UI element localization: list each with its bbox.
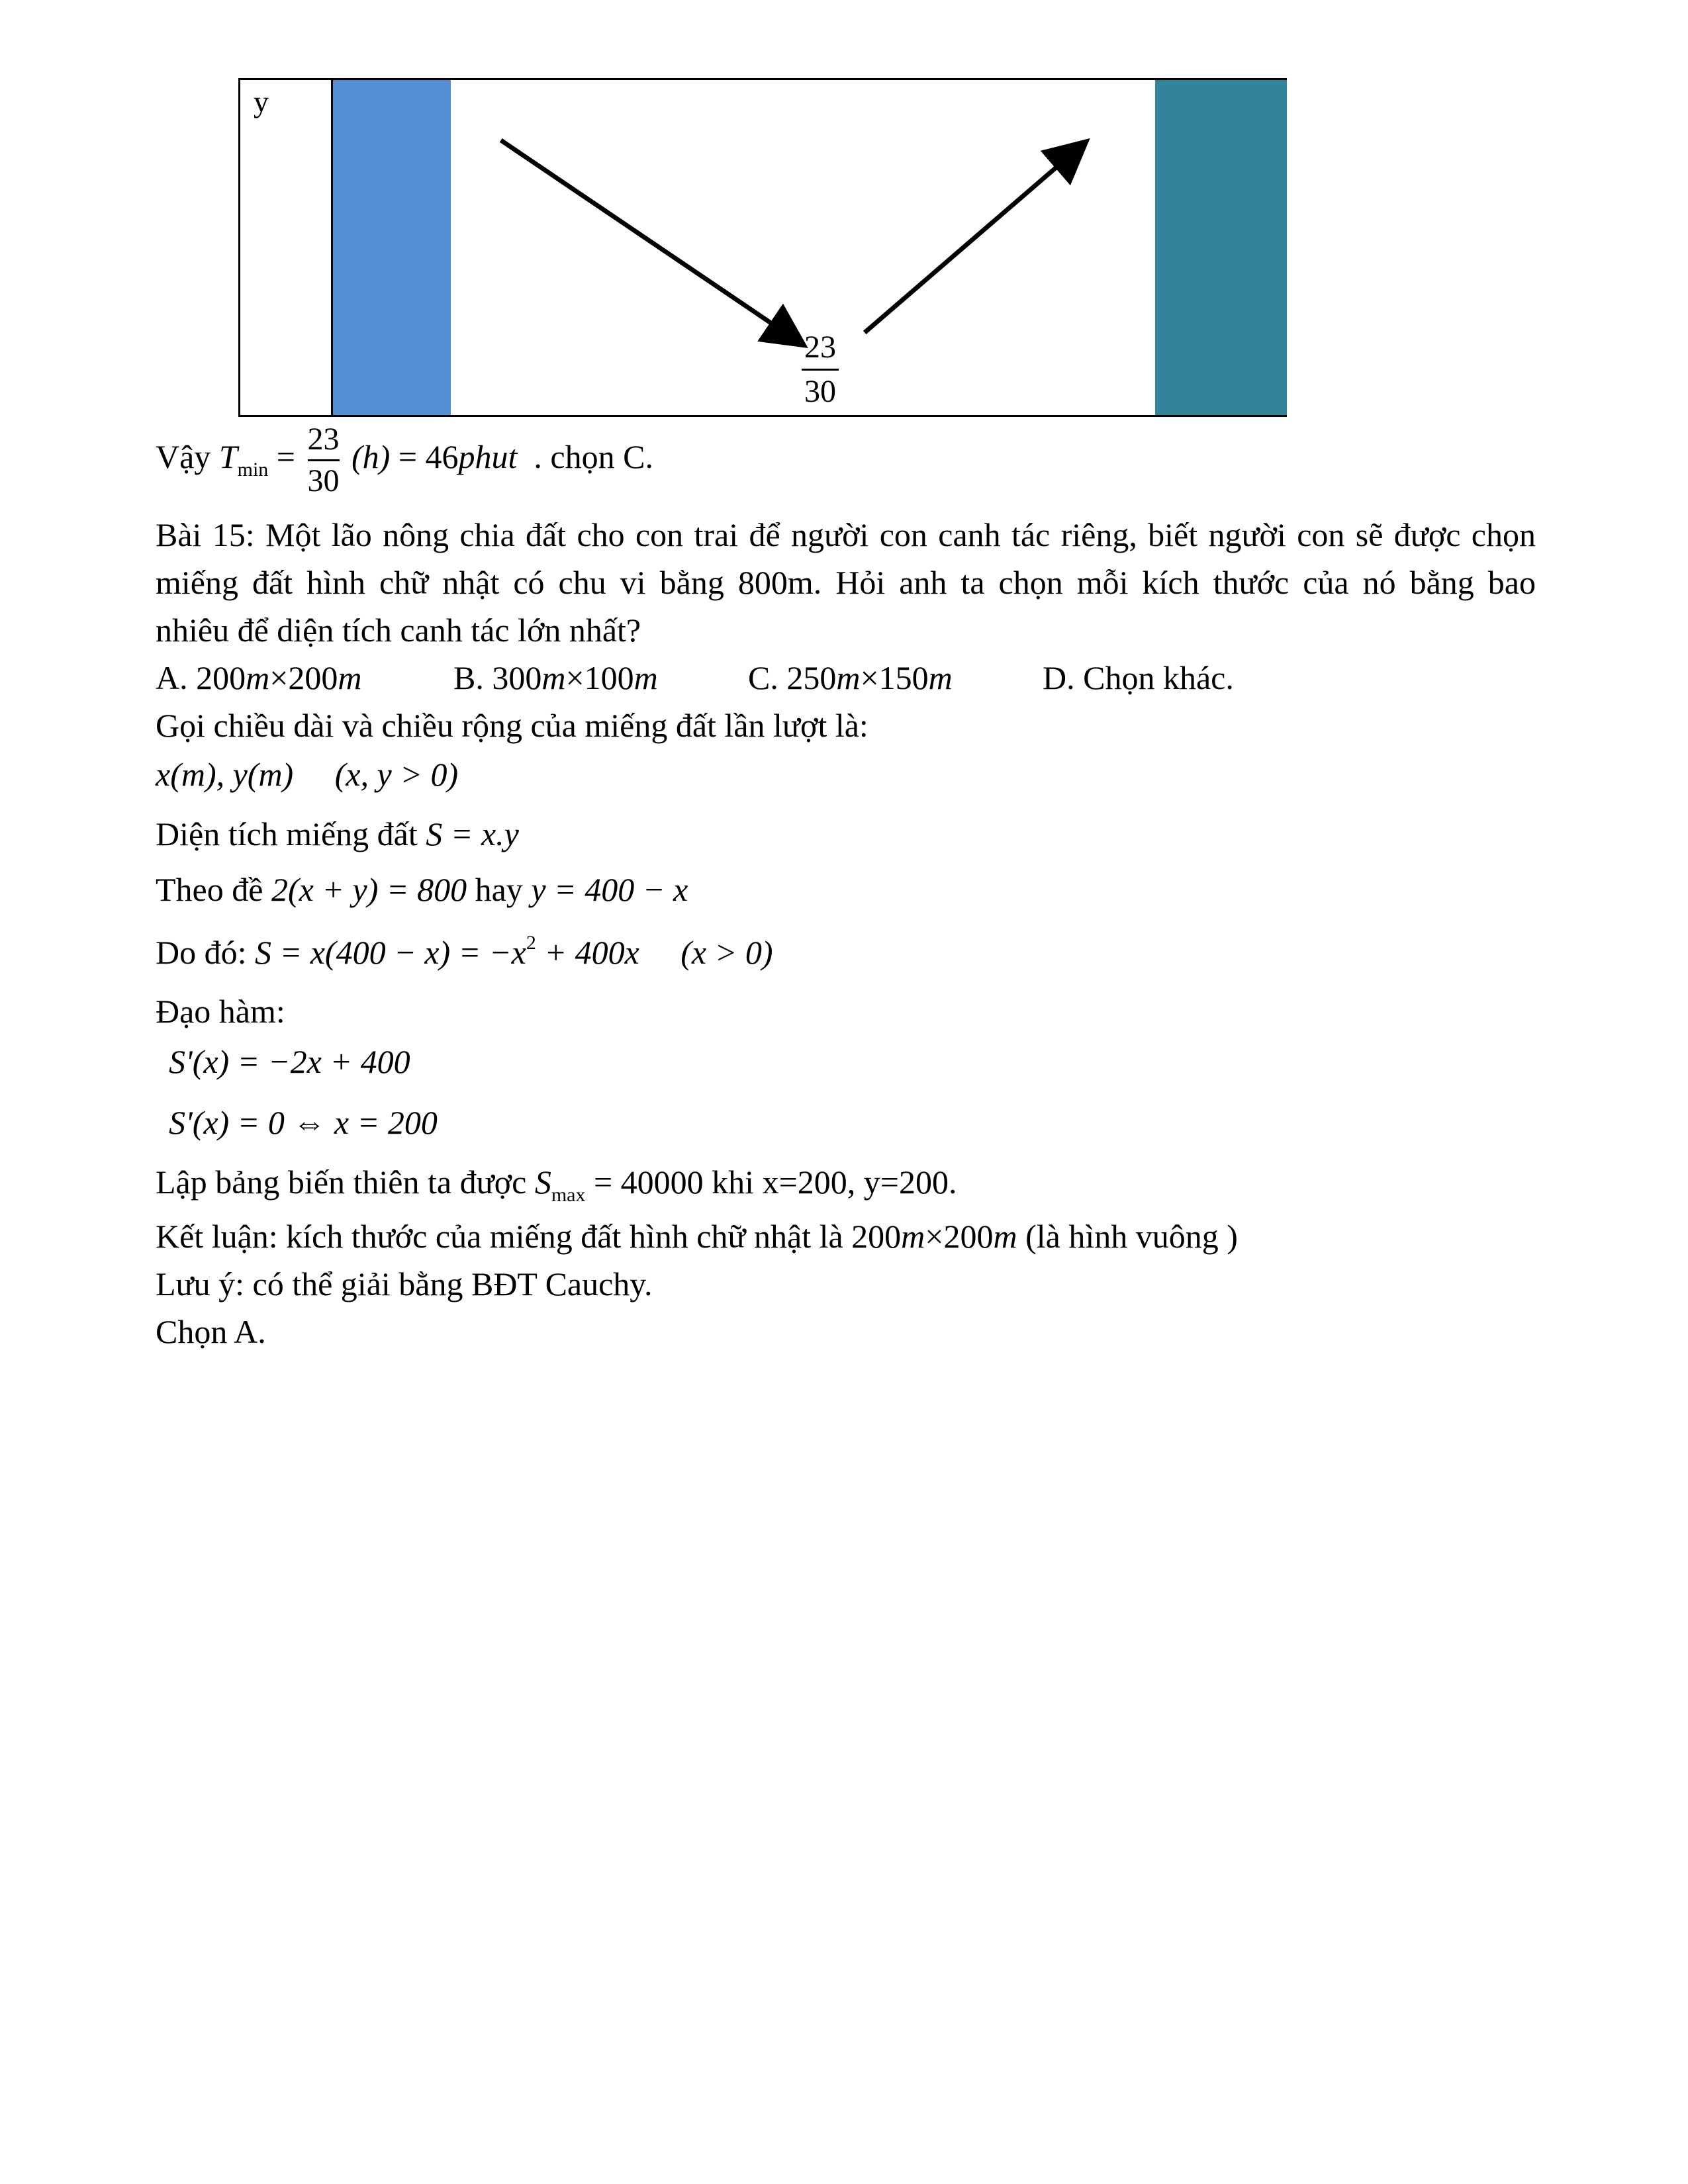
do-do-text: Do đó: [156, 934, 247, 971]
vars-condition: (x, y > 0) [334, 756, 459, 793]
derivative-expr-1: S'(x) = −2x + 400 [169, 1043, 410, 1080]
inline-frac-den: 30 [307, 463, 340, 498]
arrows-svg [240, 80, 1285, 415]
inline-frac-num: 23 [307, 422, 340, 457]
theo-de-text: Theo đề [156, 871, 263, 908]
t-subscript: min [237, 458, 269, 480]
inline-fraction [308, 424, 340, 497]
unit-m: m [993, 1218, 1017, 1255]
hay-text: hay [475, 871, 523, 908]
s-max-symbol: S [534, 1163, 551, 1201]
area-line [156, 815, 519, 854]
unit-m: m [541, 659, 566, 696]
unit-m: m [246, 659, 270, 696]
vars-line [156, 756, 458, 794]
ket-luan-line [156, 1218, 1238, 1256]
lap-bang-text: Lập bảng biến thiên ta được [156, 1163, 527, 1201]
option-d-letter: D. [1043, 659, 1075, 696]
unit-m: m [928, 659, 953, 696]
times-sign: × [925, 1218, 944, 1255]
unit-m: m [633, 659, 658, 696]
fraction-denominator: 30 [804, 374, 836, 409]
option-a-dim2: 200 [288, 659, 338, 696]
s-expr-left: S = x(400 − x) = −x [255, 934, 526, 971]
derivative-line-2 [169, 1104, 438, 1142]
equals-sign: = [276, 437, 295, 475]
option-c [748, 659, 953, 698]
equals-46: = 46 [398, 437, 459, 475]
option-d [1043, 659, 1234, 698]
option-c-dim1: 250 [786, 659, 837, 696]
ket-luan-dim-b: 200 [943, 1218, 994, 1255]
problem-line-2: miếng đất hình chữ nhật có chu vi bằng 800m. Hỏi anh ta chọn mỗi kích thước của nó bằng bao [156, 564, 1536, 601]
option-a [156, 659, 362, 698]
diagram-fraction [802, 332, 839, 408]
option-a-letter: A. [156, 659, 188, 696]
prefix-text: Vậy [156, 437, 211, 475]
arrow-up-right [865, 144, 1083, 333]
vars-expr: x(m), y(m) [156, 756, 294, 793]
prev-conclusion-line [156, 424, 653, 497]
option-b [453, 659, 658, 698]
derivative-line-1 [169, 1043, 410, 1081]
s-condition: (x > 0) [680, 934, 773, 971]
s-max-tail: khi x=200, y=200. [712, 1163, 957, 1201]
option-b-dim2: 100 [584, 659, 634, 696]
t-symbol: T [218, 437, 238, 475]
hour-unit: (h) [352, 437, 391, 475]
s-expr-right: + 400x [544, 934, 639, 971]
area-label: Diện tích miếng đất [156, 815, 418, 852]
inline-frac-bar [308, 459, 340, 461]
unit-m: m [836, 659, 861, 696]
perimeter-line [156, 871, 688, 909]
problem-line-1: Bài 15: Một lão nông chia đất cho con trai để người con canh tác riêng, biết người con sẽ được chọn [156, 516, 1536, 553]
luu-y-line: Lưu ý: có thể giải bằng BĐT Cauchy. [156, 1265, 653, 1302]
fraction-bar [802, 369, 839, 371]
y-equation: y = 400 − x [531, 871, 688, 908]
s-max-value: = 40000 [593, 1163, 704, 1201]
unit-m: m [901, 1218, 925, 1255]
option-b-dim1: 300 [492, 659, 542, 696]
times-sign: × [565, 659, 585, 696]
chon-line: Chọn A. [156, 1313, 266, 1350]
ket-luan-tail: (là hình vuông ) [1025, 1218, 1238, 1255]
y-label: y [254, 85, 269, 118]
s-max-subscript: max [551, 1184, 586, 1206]
river-diagram [238, 78, 1287, 417]
times-sign: × [269, 659, 289, 696]
solution-intro: Gọi chiều dài và chiều rộng của miếng đất lần lượt là: [156, 707, 868, 744]
dao-ham-label: Đạo hàm: [156, 993, 285, 1030]
option-c-dim2: 150 [878, 659, 929, 696]
times-sign: × [860, 659, 879, 696]
problem-line-3: nhiêu để diện tích canh tác lớn nhất? [156, 612, 641, 649]
area-formula: S = x.y [426, 815, 519, 852]
ket-luan-text: Kết luận: kích thước của miếng đất hình chữ nhật là [156, 1218, 843, 1255]
option-a-dim1: 200 [196, 659, 246, 696]
option-d-text: Chọn khác. [1083, 659, 1234, 696]
s-expression-line [156, 932, 773, 972]
smax-line [156, 1163, 957, 1207]
square-exponent: 2 [526, 932, 536, 954]
phut-unit: phut [458, 437, 518, 475]
arrow-down-right [501, 140, 801, 343]
fraction-numerator: 23 [804, 330, 836, 365]
derivative-expr-2: S'(x) = 0 ⇔ x = 200 [169, 1104, 438, 1141]
option-c-letter: C. [748, 659, 778, 696]
unit-m: m [338, 659, 362, 696]
choose-c-text: . chọn C. [534, 437, 653, 475]
perimeter-equation: 2(x + y) = 800 [271, 871, 467, 908]
option-b-letter: B. [453, 659, 484, 696]
ket-luan-dim-a: 200 [851, 1218, 902, 1255]
